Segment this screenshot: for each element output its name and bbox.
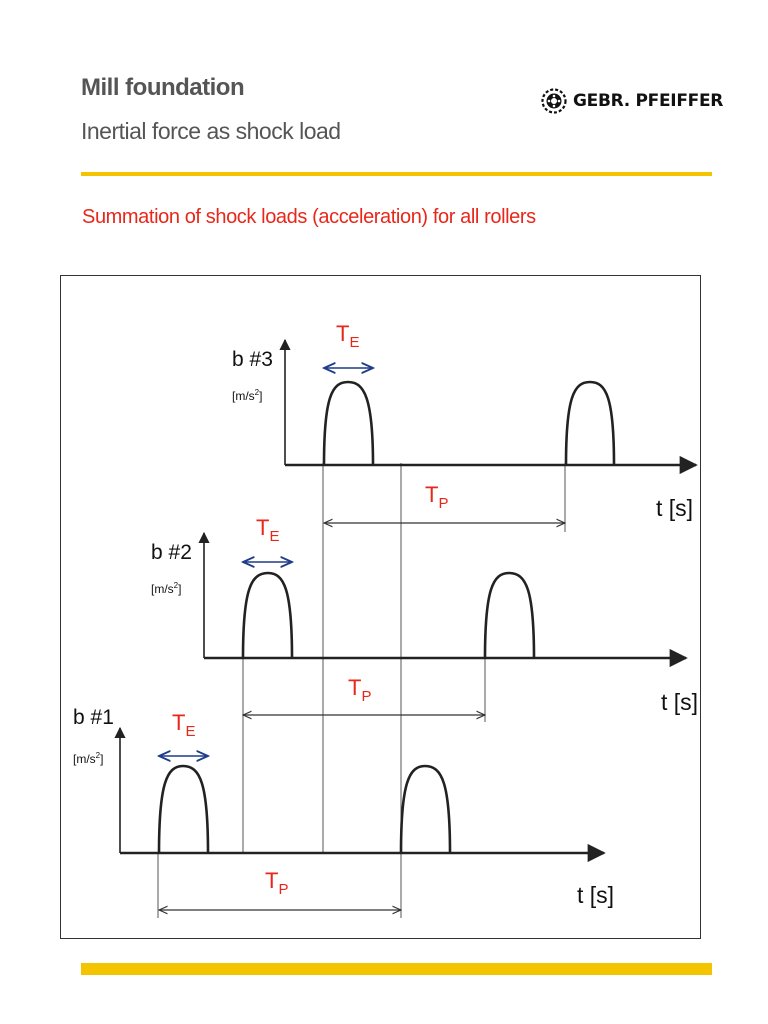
tp-base: T	[348, 675, 362, 700]
graph-b1	[73, 706, 614, 910]
shock-pulse	[243, 573, 292, 658]
unit-base: [m/s	[73, 752, 96, 766]
unit-close: ]	[178, 582, 182, 596]
unit-exp: 2	[254, 388, 260, 397]
te-sub: E	[185, 723, 196, 740]
page-title: Mill foundation	[81, 74, 245, 101]
te-base: T	[336, 321, 350, 346]
graph-label: b #1	[73, 706, 114, 729]
shock-pulse	[566, 382, 614, 465]
shock-pulse	[324, 382, 373, 465]
unit-close: ]	[259, 389, 263, 403]
shock-pulse	[401, 766, 450, 853]
section-heading: Summation of shock loads (acceleration) for all rollers	[82, 206, 536, 228]
unit-label	[232, 388, 262, 403]
graph-b3	[232, 321, 696, 523]
page-subtitle: Inertial force as shock load	[81, 118, 341, 144]
unit-exp: 2	[95, 751, 101, 760]
unit-label	[151, 581, 181, 596]
te-base: T	[172, 710, 186, 735]
tp-base: T	[425, 482, 439, 507]
tp-label	[265, 868, 288, 898]
tp-label	[348, 675, 371, 705]
bottom-accent-rule	[81, 963, 712, 975]
te-label	[336, 321, 359, 351]
te-base: T	[256, 515, 270, 540]
tp-sub: P	[361, 688, 372, 705]
tp-sub: P	[438, 495, 449, 512]
logo-text: GEBR. PFEIFFER	[573, 91, 724, 111]
unit-exp: 2	[173, 581, 179, 590]
te-label	[172, 710, 195, 740]
te-sub: E	[349, 334, 360, 351]
axis-label: t [s]	[656, 495, 694, 521]
shock-pulse	[485, 573, 534, 658]
tp-label	[425, 482, 448, 512]
tp-base: T	[265, 868, 279, 893]
unit-base: [m/s	[151, 582, 174, 596]
te-sub: E	[269, 528, 280, 545]
unit-label	[73, 751, 103, 766]
unit-base: [m/s	[232, 389, 255, 403]
graph-label: b #2	[151, 541, 192, 564]
axis-label: t [s]	[661, 689, 699, 715]
tp-sub: P	[278, 881, 289, 898]
graph-b2	[151, 515, 698, 715]
shock-pulse	[159, 766, 208, 853]
te-label	[256, 515, 279, 545]
unit-close: ]	[100, 752, 104, 766]
graph-label: b #3	[232, 348, 273, 371]
axis-label: t [s]	[577, 882, 615, 908]
